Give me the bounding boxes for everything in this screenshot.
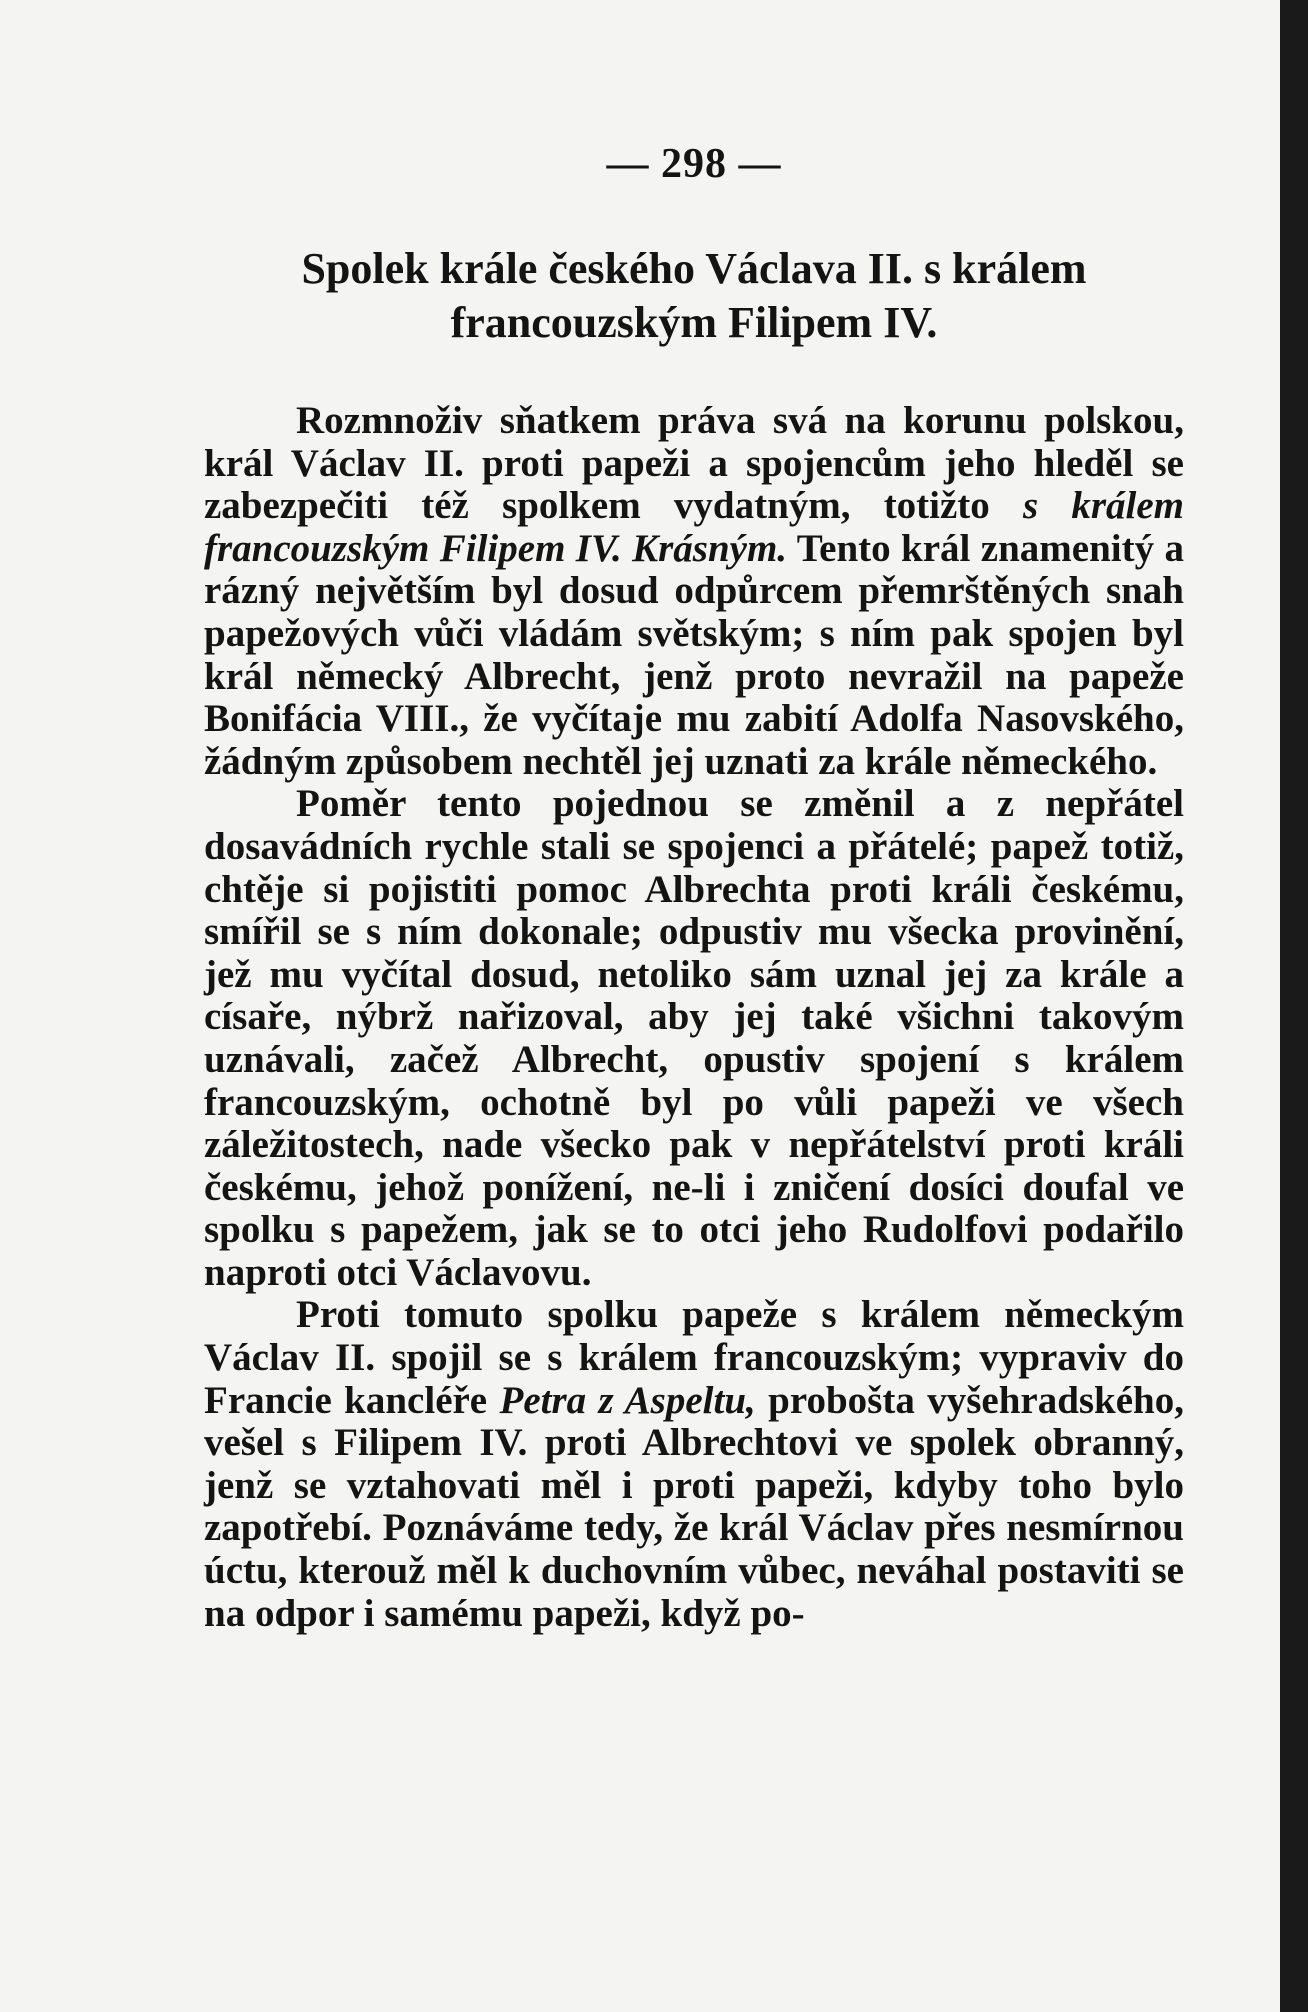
chapter-title-line-2: francouzským Filipem IV.: [450, 298, 938, 347]
page-edge: [1276, 0, 1280, 2012]
chapter-title-line-1: Spolek krále českého Václava II. s králem: [301, 244, 1087, 293]
paragraph-3-emphasis: Petra z Aspeltu,: [499, 1378, 756, 1422]
paragraph-1-text-start: Rozmnoživ sňatkem práva svá na korunu polskou, král Václav II. proti papeži a spojencům jeho hleděl se zabezpečiti též spolkem vydatným, totižto: [204, 399, 1184, 528]
paragraph-3-text-end: probošta vyšehradského, vešel s Filipem IV. proti Albrechtovi ve spolek obranný, jenž se vztahovati měl i proti papeži, kdyby toho bylo zapotřebí. Poznáváme tedy, že král Václav přes nesmírnou úctu, kterouž měl k duchovním vůbec, neváhal postaviti se na odpor i samému papeži, když po-: [204, 1378, 1184, 1635]
paragraph-2: Poměr tento pojednou se změnil a z nepřátel dosavádních rychle stali se spojenci a přátelé; papež totiž, chtěje si pojistiti pomoc Albrechta proti králi českému, smířil se s ním dokonale; odpustiv mu všecka provinění, jež mu vyčítal dosud, netoliko sám uznal jej za krále a císaře, nýbrž nařizoval, aby jej také všichni takovým uznávali, začež Albrecht, opustiv spojení s králem francouzským, ochotně byl po vůli papeži ve všech záležitostech, nade všecko pak v nepřátelství proti králi českému, jehož ponížení, ne-li i zničení dosíci doufal ve spolku s papežem, jak se to otci jeho Rudolfovi podařilo naproti otci Václavovu.: [204, 782, 1184, 1294]
chapter-title: [204, 242, 1184, 350]
paragraph-3-text-start: Proti tomuto spolku papeže s králem německým Václav II. spojil se s králem francouzským; vypraviv do Francie kancléře: [204, 1293, 1184, 1422]
text-block: [204, 140, 1184, 1635]
page-number: — 298 —: [606, 141, 782, 187]
paragraph-1-emphasis: s králem francouzským Filipem IV. Krásným.: [204, 484, 1184, 570]
paragraph-3: [204, 1294, 1184, 1635]
paragraph-1-text-end: Tento král znamenitý a rázný největším byl dosud odpůrcem přemrštěných snah papežových vůči vládám světským; s ním pak spojen byl král německý Albrecht, jenž proto nevražil na papeže Bonifácia VIII., že vyčítaje mu zabití Adolfa Nasovského, žádným způsobem nechtěl jej uznati za krále německého.: [204, 526, 1184, 783]
paragraph-1: [204, 400, 1184, 783]
